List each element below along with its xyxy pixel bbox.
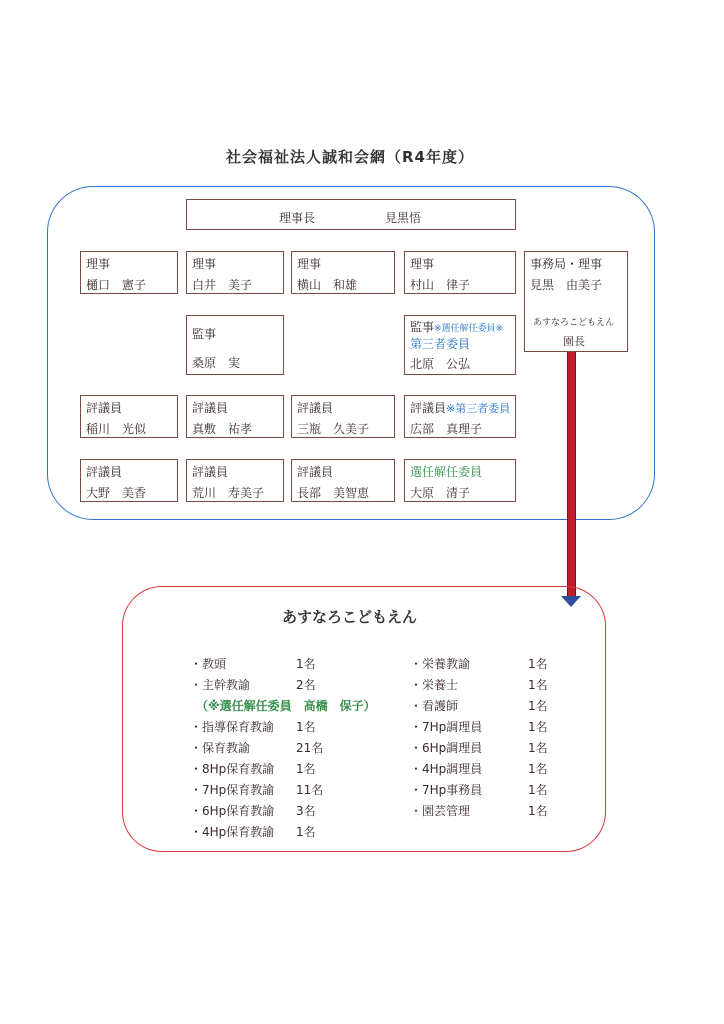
councillor-note: ※第三者委員 bbox=[446, 402, 511, 415]
auditor-role: 監事 bbox=[192, 327, 217, 341]
staff-title: ・指導保育教諭 bbox=[190, 720, 275, 734]
councillor-name: 稲川 光似 bbox=[86, 422, 147, 436]
staff-title: ・看護師 bbox=[410, 699, 459, 713]
director-box bbox=[291, 251, 395, 294]
councillor-box bbox=[404, 395, 516, 438]
director-box bbox=[80, 251, 178, 294]
staff-title: ・園芸管理 bbox=[410, 804, 471, 818]
secretariat-name: 見黒 由美子 bbox=[530, 278, 603, 292]
director-box bbox=[186, 251, 284, 294]
staff-count: 1名 bbox=[528, 657, 548, 671]
chairman-box bbox=[186, 199, 516, 230]
staff-count: 1名 bbox=[528, 741, 548, 755]
councillor-role: 評議員 bbox=[86, 465, 123, 479]
director-name: 村山 律子 bbox=[410, 278, 471, 292]
secretariat-school: あすなろこどもえん bbox=[533, 318, 615, 328]
secretariat-role: 事務局・理事 bbox=[530, 257, 603, 271]
staff-count: 1名 bbox=[296, 720, 316, 734]
staff-title: ・7Hp保育教諭 bbox=[190, 783, 275, 797]
director-role: 理事 bbox=[192, 257, 217, 271]
staff-count: 3名 bbox=[296, 804, 316, 818]
staff-title: ・主幹教諭 bbox=[190, 678, 251, 692]
staff-count: 11名 bbox=[296, 783, 324, 797]
staff-count: 1名 bbox=[296, 762, 316, 776]
connector-arrow-shaft bbox=[567, 352, 576, 596]
councillor-role: 評議員 bbox=[410, 401, 447, 415]
councillor-box bbox=[186, 459, 284, 502]
director-name: 横山 和雄 bbox=[297, 278, 358, 292]
secretariat-box bbox=[524, 251, 628, 352]
staff-count: 1名 bbox=[528, 678, 548, 692]
school-title: あすなろこどもえん bbox=[282, 608, 418, 626]
councillor-name: 荒川 寿美子 bbox=[192, 486, 265, 500]
auditor-name: 桑原 実 bbox=[192, 356, 241, 370]
councillor-name: 大野 美香 bbox=[86, 486, 147, 500]
councillor-role: 評議員 bbox=[192, 401, 229, 415]
org-chart-title: 社会福祉法人誠和会網（R4年度） bbox=[226, 148, 474, 166]
staff-title: ・保育教諭 bbox=[190, 741, 251, 755]
director-role: 理事 bbox=[410, 257, 435, 271]
secretariat-title: 園長 bbox=[563, 335, 585, 348]
director-role: 理事 bbox=[297, 257, 322, 271]
staff-title: ・7Hp事務員 bbox=[410, 783, 483, 797]
selection-committee-name: 大原 清子 bbox=[410, 486, 471, 500]
staff-title: ・4Hp保育教諭 bbox=[190, 825, 275, 839]
councillor-role-line bbox=[410, 402, 510, 414]
councillor-name: 長部 美智恵 bbox=[297, 486, 370, 500]
director-name: 白井 美子 bbox=[192, 278, 253, 292]
auditor-box bbox=[404, 315, 516, 375]
councillor-name: 三瓶 久美子 bbox=[297, 422, 370, 436]
staff-title: ・8Hp保育教諭 bbox=[190, 762, 275, 776]
councillor-name: 真敷 祐孝 bbox=[192, 422, 253, 436]
staff-title: ・栄養教諭 bbox=[410, 657, 471, 671]
auditor-note: ※選任解任委員※ bbox=[434, 324, 504, 334]
staff-count: 2名 bbox=[296, 678, 316, 692]
staff-note: （※選任解任委員 高橋 保子） bbox=[196, 699, 376, 713]
staff-count: 1名 bbox=[528, 762, 548, 776]
director-role: 理事 bbox=[86, 257, 111, 271]
auditor-role: 監事 bbox=[410, 320, 435, 334]
auditor-third-party: 第三者委員 bbox=[410, 337, 471, 351]
councillor-name: 広部 真理子 bbox=[410, 422, 483, 436]
staff-count: 1名 bbox=[528, 720, 548, 734]
councillor-role: 評議員 bbox=[297, 401, 334, 415]
staff-count: 1名 bbox=[528, 804, 548, 818]
staff-title: ・教頭 bbox=[190, 657, 227, 671]
councillor-box bbox=[186, 395, 284, 438]
councillor-role: 評議員 bbox=[192, 465, 229, 479]
staff-title: ・4Hp調理員 bbox=[410, 762, 483, 776]
staff-title: ・7Hp調理員 bbox=[410, 720, 483, 734]
councillor-role: 評議員 bbox=[297, 465, 334, 479]
councillor-box bbox=[291, 459, 395, 502]
chairman-role: 理事長 bbox=[279, 211, 316, 225]
auditor-box bbox=[186, 315, 284, 375]
selection-committee-box bbox=[404, 459, 516, 502]
auditor-role-line bbox=[410, 321, 503, 334]
staff-title: ・6Hp保育教諭 bbox=[190, 804, 275, 818]
councillor-role: 評議員 bbox=[86, 401, 123, 415]
staff-count: 1名 bbox=[296, 825, 316, 839]
staff-title: ・栄養士 bbox=[410, 678, 459, 692]
chairman-name: 見黒悟 bbox=[385, 211, 422, 225]
staff-count: 21名 bbox=[296, 741, 324, 755]
councillor-box bbox=[80, 459, 178, 502]
auditor-name: 北原 公弘 bbox=[410, 357, 471, 371]
selection-committee-role: 選任解任委員 bbox=[410, 465, 483, 479]
director-box bbox=[404, 251, 516, 294]
councillor-box bbox=[291, 395, 395, 438]
staff-title: ・6Hp調理員 bbox=[410, 741, 483, 755]
staff-count: 1名 bbox=[528, 783, 548, 797]
director-name: 樋口 憲子 bbox=[86, 278, 147, 292]
councillor-box bbox=[80, 395, 178, 438]
staff-count: 1名 bbox=[296, 657, 316, 671]
staff-count: 1名 bbox=[528, 699, 548, 713]
